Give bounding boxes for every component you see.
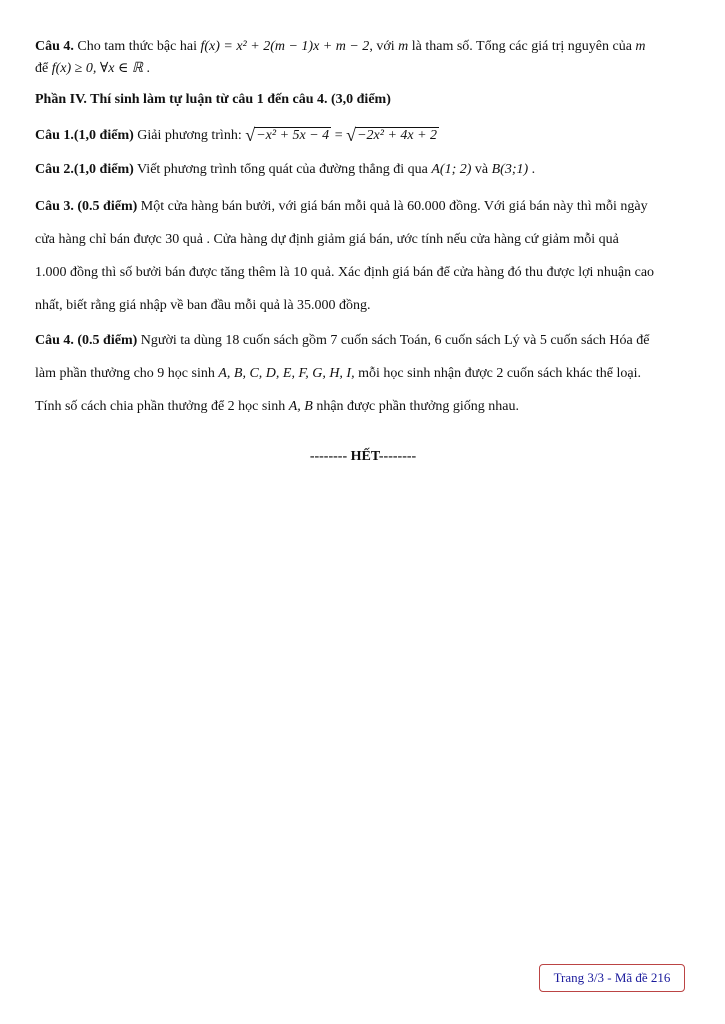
c1-sqrt-right: √ −2x² + 4x + 2 xyxy=(346,125,438,145)
c1-sqrt-left: √ −x² + 5x − 4 xyxy=(245,125,330,145)
q4-var-m2: m xyxy=(635,39,646,54)
c4-text-3b: nhận được phần thưởng giống nhau. xyxy=(316,399,519,414)
q4-text1: Cho tam thức bậc hai xyxy=(77,39,197,54)
question-4-mc xyxy=(35,36,691,80)
c4-students: A, B, C, D, E, F, G, H, I, xyxy=(218,366,355,381)
c1-text: Giải phương trình: xyxy=(137,128,242,143)
c4-text-2a: làm phần thưởng cho 9 học sinh xyxy=(35,366,215,381)
essay-question-3 xyxy=(35,190,691,322)
c4-line-1 xyxy=(35,324,691,357)
c1-label: Câu 1.(1,0 điểm) xyxy=(35,128,134,143)
page-footer-badge xyxy=(539,964,685,992)
part-4-heading: Phần IV. Thí sinh làm tự luận từ câu 1 đến câu 4. (3,0 điểm) xyxy=(35,92,391,107)
q4-label: Câu 4. xyxy=(35,39,74,54)
q4-condition: f(x) ≥ 0, ∀x ∈ ℝ xyxy=(51,61,143,76)
c2-end: . xyxy=(531,162,536,177)
essay-question-4 xyxy=(35,324,691,423)
q4-var-m: m xyxy=(398,39,409,54)
c1-eq: = xyxy=(334,128,343,143)
c2-point-b: B(3;1) xyxy=(491,162,529,177)
c3-line-2: cửa hàng chỉ bán được 30 quả . Cửa hàng dự định giảm giá bán, ước tính nếu cửa hàng cứ giảm mỗi quả xyxy=(35,232,619,247)
q4-formula: f(x) = x² + 2(m − 1)x + m − 2 xyxy=(200,39,370,54)
end-marker: -------- HẾT-------- xyxy=(309,449,417,464)
essay-question-2 xyxy=(35,162,691,178)
c4-line-3 xyxy=(35,390,691,423)
c3-line-3: 1.000 đồng thì số bưởi bán được tăng thêm là 10 quả. Xác định giá bán để cửa hàng đó thu được lợi nhuận cao xyxy=(35,265,655,280)
c4-text-1: Người ta dùng 18 cuốn sách gồm 7 cuốn sách Toán, 6 cuốn sách Lý và 5 cuốn sách Hóa để xyxy=(140,333,650,348)
q4-text3: là tham số. Tổng các giá trị nguyên của xyxy=(411,39,632,54)
c3-line-4: nhất, biết rằng giá nhập về ban đầu mỗi quả là 35.000 đồng. xyxy=(35,298,371,313)
c4-pair: A, B xyxy=(288,399,313,414)
q4-line2-suffix: . xyxy=(146,61,150,76)
c2-and: và xyxy=(474,162,489,177)
c3-line-1 xyxy=(35,190,691,223)
c2-text: Viết phương trình tổng quát của đường thẳng đi qua xyxy=(137,162,428,177)
c4-label: Câu 4. (0.5 điểm) xyxy=(35,333,138,348)
c4-text-3a: Tính số cách chia phần thưởng để 2 học sinh xyxy=(35,399,286,414)
c3-text-1: Một cửa hàng bán bưởi, với giá bán mỗi quả là 60.000 đồng. Với giá bán này thì mỗi ngày xyxy=(140,199,648,214)
page-footer-text: Trang 3/3 - Mã đề 216 xyxy=(553,970,671,985)
c2-label: Câu 2.(1,0 điểm) xyxy=(35,162,134,177)
c4-text-2b: mỗi học sinh nhận được 2 cuốn sách khác thể loại. xyxy=(358,366,641,381)
c3-label: Câu 3. (0.5 điểm) xyxy=(35,199,138,214)
c4-line-2 xyxy=(35,357,691,390)
q4-line2-prefix: để xyxy=(35,61,49,76)
exam-page xyxy=(35,36,691,479)
essay-question-1 xyxy=(35,125,691,145)
q4-text2: , với xyxy=(369,39,395,54)
c2-point-a: A(1; 2) xyxy=(431,162,472,177)
